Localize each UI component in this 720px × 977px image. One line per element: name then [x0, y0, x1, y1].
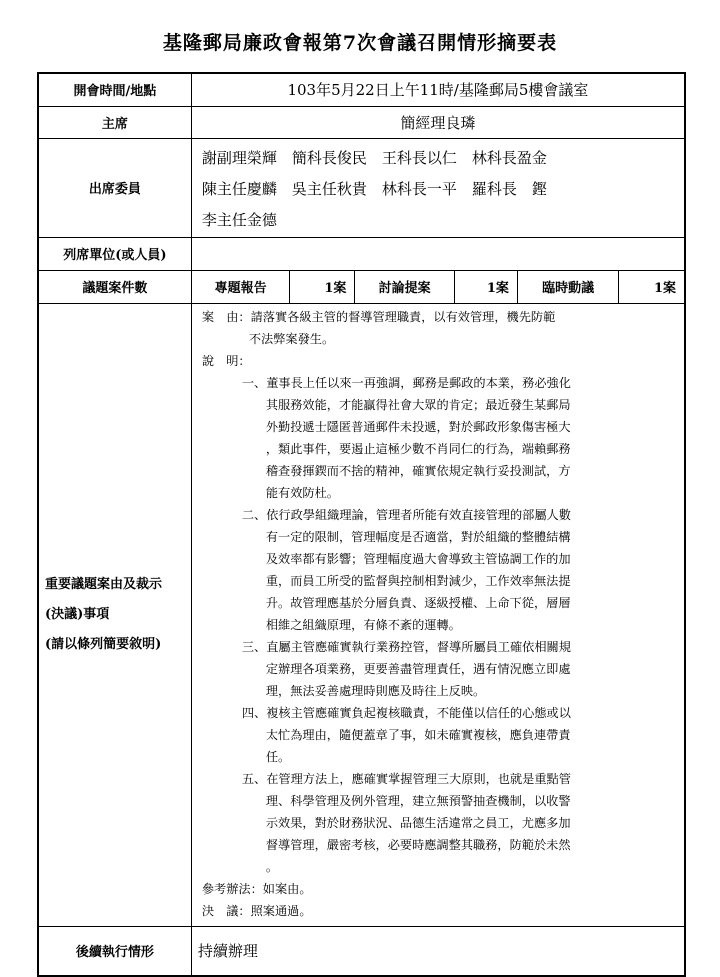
item-line: ，類此事件，要遏止這極少數不肖同仁的行為，端賴郵務	[265, 441, 571, 456]
explain-label: 說 明：	[201, 353, 251, 368]
explanation-item-2	[202, 504, 674, 636]
attendees-label: 出席委員	[38, 138, 191, 237]
row-time-place	[38, 73, 685, 106]
row-follow-up	[38, 926, 685, 976]
attendees-line: 謝副理榮輝 簡科長俊民 王科長以仁 林科長盈金	[201, 149, 547, 167]
item-line: 任。	[265, 749, 291, 764]
time-place-label: 開會時間/地點	[38, 73, 191, 106]
item-line: 及效率都有影響；管理幅度過大會導致主管協調工作的加	[265, 551, 571, 566]
document-title: 基隆郵局廉政會報第7次會議召開情形摘要表	[162, 32, 558, 54]
item-line: 五、在管理方法上，應確實掌握管理三大原則，也就是重點管	[241, 771, 571, 786]
item-line: 理、科學管理及例外管理，建立無預警抽查機制，以收警	[265, 793, 571, 808]
item-line: 理，無法妥善處理時則應及時往上反映。	[265, 683, 486, 698]
item-line: 一、董事長上任以來一再強調，郵務是郵政的本業，務必強化	[241, 375, 571, 390]
row-observers	[38, 237, 685, 270]
item-line: 太忙為理由，隨便蓋章了事，如未確實複核，應負連帶責	[265, 727, 571, 742]
issues-content	[191, 303, 685, 926]
follow-up-value: 持續辦理	[191, 926, 685, 976]
special-report-label: 專題報告	[191, 270, 290, 303]
item-line: 四、複核主管應確實負起複核職責，不能僅以信任的心態或以	[241, 705, 571, 720]
item-line: 督導管理，嚴密考核，必要時應調整其職務，防範於未然	[265, 837, 571, 852]
special-report-count: 1案	[290, 270, 355, 303]
resolution: 決 議：照案通過。	[201, 903, 312, 918]
case-count-label: 議題案件數	[38, 270, 191, 303]
item-line: 稽查發揮鍥而不捨的精神，確實依規定執行妥投測試，方	[265, 463, 571, 478]
discussion-count: 1案	[454, 270, 517, 303]
attendees-value	[191, 138, 685, 237]
observers-label: 列席單位(或人員)	[38, 237, 191, 270]
ad-hoc-label: 臨時動議	[517, 270, 619, 303]
row-issues	[38, 303, 685, 926]
case-line: 不法弊案發生。	[248, 331, 335, 346]
reference-method: 參考辦法：如案由。	[201, 881, 312, 896]
explanation-item-5	[202, 768, 674, 878]
issues-label	[38, 303, 191, 926]
attendees-line: 李主任金德	[201, 211, 277, 229]
explanation-item-1	[202, 372, 674, 504]
chair-label: 主席	[38, 106, 191, 138]
item-line: 三、直屬主管應確實執行業務控管，督導所屬員工確依相關規	[241, 639, 571, 654]
observers-value	[191, 237, 685, 270]
ad-hoc-count: 1案	[619, 270, 685, 303]
attendees-line: 陳主任慶麟 吳主任秋貴 林科長一平 羅科長 鏗	[201, 180, 547, 198]
explanation-item-4	[202, 702, 674, 768]
issues-label-line: (決議)事項	[45, 606, 110, 622]
item-line: 示效果，對於財務狀況、品德生活違常之員工，尤應多加	[265, 815, 571, 830]
time-place-value: 103年5月22日上午11時/基隆郵局5樓會議室	[191, 73, 685, 106]
item-line: 二、依行政學組織理論，管理者所能有效直接管理的部屬人數	[241, 507, 571, 522]
item-line: 相維之組織原理，有條不紊的運轉。	[265, 617, 461, 632]
item-line: 其服務效能，才能贏得社會大眾的肯定；最近發生某郵局	[265, 397, 571, 412]
item-line: 定辦理各項業務，更要善盡管理責任，遇有情況應立即處	[265, 661, 571, 676]
chair-value: 簡經理良璘	[191, 106, 685, 138]
item-line: 外勤投遞士隱匿普通郵件未投遞，對於郵政形象傷害極大	[265, 419, 571, 434]
case-line: 案 由：請落實各級主管的督導管理職責，以有效管理，機先防範	[201, 309, 556, 324]
row-attendees	[38, 138, 685, 237]
discussion-label: 討論提案	[355, 270, 455, 303]
follow-up-label: 後續執行情形	[38, 926, 191, 976]
item-line: 升。故管理應基於分層負責、逐級授權、上命下從，層層	[265, 595, 571, 610]
explanation-item-3	[202, 636, 674, 702]
issues-label-line: 重要議題案由及裁示	[45, 576, 163, 592]
issues-label-line: (請以條列簡要敘明)	[45, 636, 162, 652]
summary-table	[37, 72, 686, 977]
item-line: 能有效防杜。	[265, 485, 339, 500]
row-chair	[38, 106, 685, 138]
item-line: 有一定的限制，管理幅度是否適當，對於組織的整體結構	[265, 529, 571, 544]
row-case-count	[38, 270, 685, 303]
item-line: 重，而員工所受的監督與控制相對減少，工作效率無法提	[265, 573, 571, 588]
item-line: 。	[265, 859, 279, 874]
